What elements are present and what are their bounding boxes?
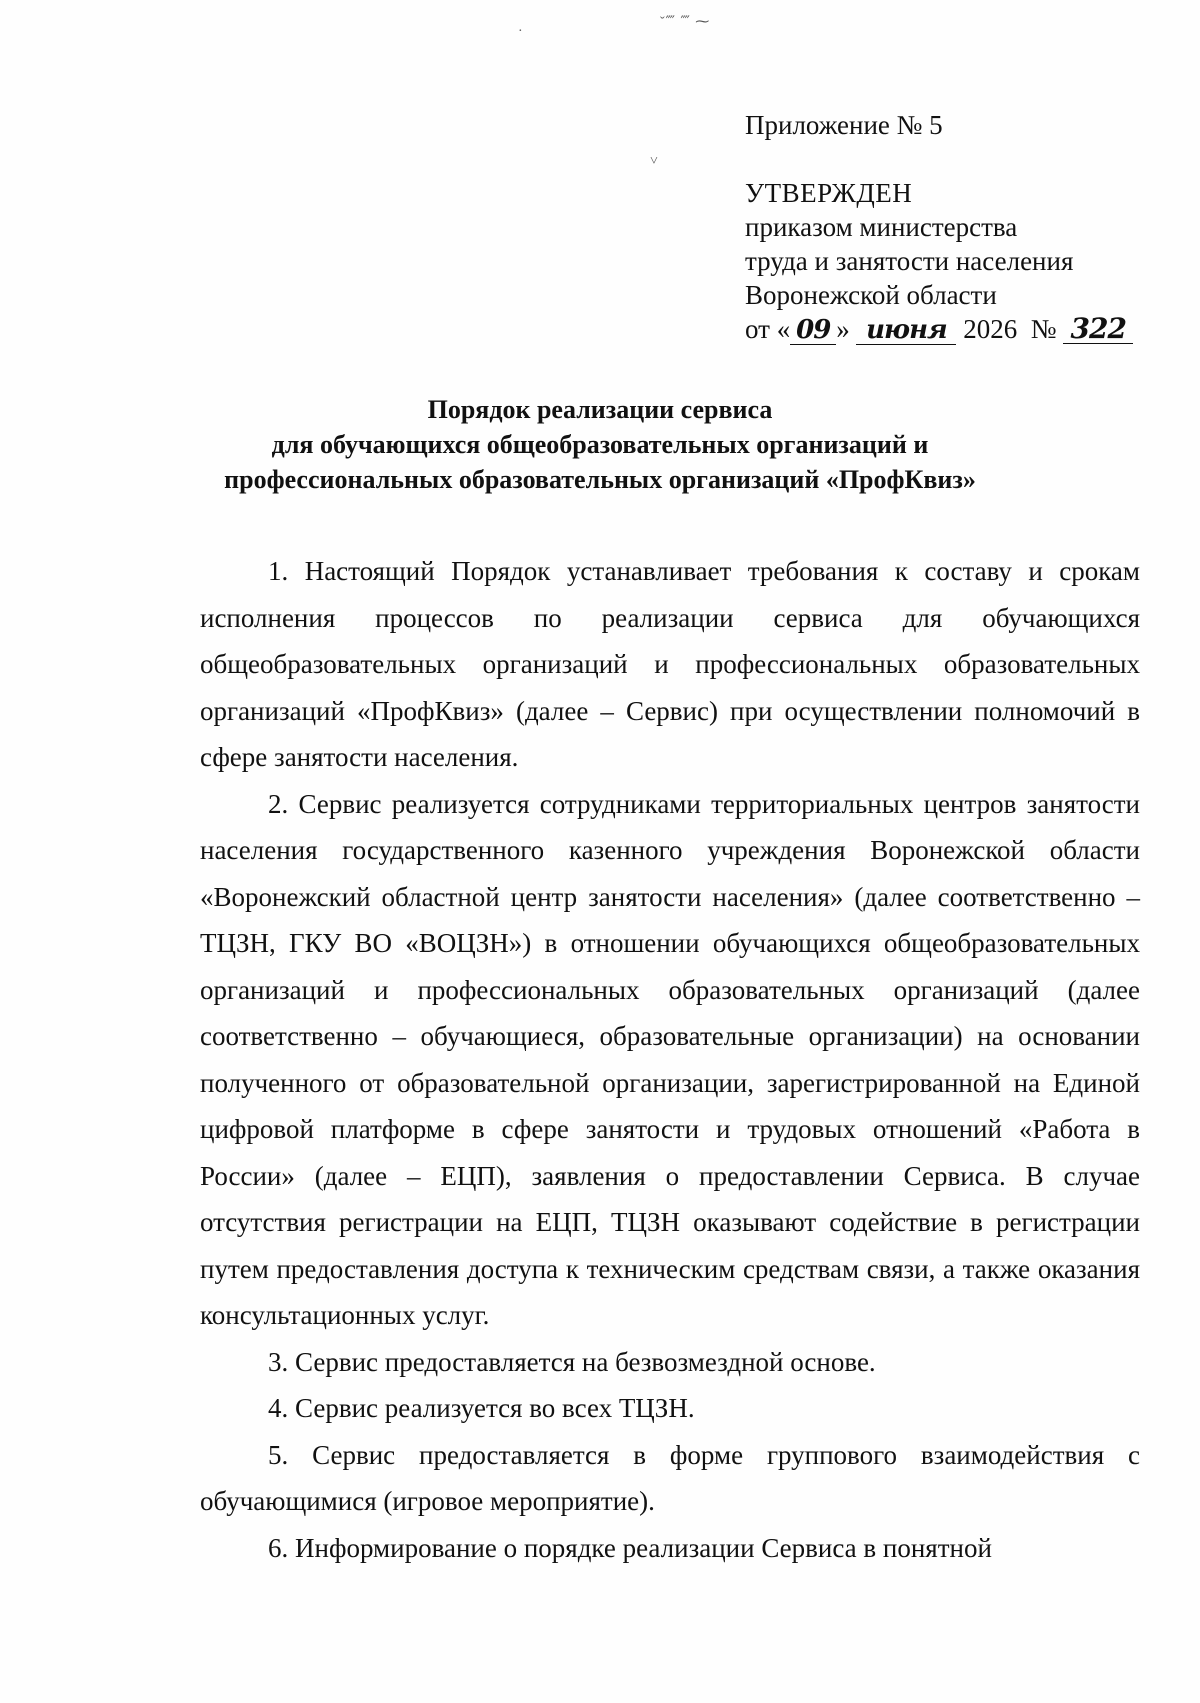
paragraph-5: 5. Сервис предоставляется в форме группового взаимодействия с обучающимися (игровое мероприятие). — [200, 1439, 1140, 1516]
approval-line-3: Воронежской области — [745, 280, 997, 310]
paragraph-6: 6. Информирование о порядке реализации Сервиса в понятной — [268, 1532, 992, 1563]
document-body — [200, 548, 1140, 1571]
approved-heading: УТВЕРЖДЕН — [745, 178, 913, 208]
date-mid: » — [836, 314, 850, 344]
scan-artifact-mark: ˇ⁗ ⁗ ⁓ — [660, 15, 711, 30]
paragraph-2: 2. Сервис реализуется сотрудниками территориальных центров занятости населения государственного казенного учреждения Воронежской области «Воронежский областной центр занятости населения» (далее соответственно – ТЦЗН, ГКУ ВО «ВОЦЗН») в отношении обучающихся общеобразовательных организаций и профессиональных образовательных организаций (далее соответственно – обучающиеся, образовательные организации) на основании полученного от образовательной организации, зарегистрированной на Единой цифровой платформе в сфере занятости и трудовых отношений «Работа в России» (далее – ЕЦП), заявления о предоставлении Сервиса. В случае отсутствия регистрации на ЕЦП, ТЦЗН оказывают содействие в регистрации путем предоставления доступа к техническим средствам связи, а также оказания консультационных услуг. — [200, 788, 1140, 1330]
date-prefix: от « — [745, 314, 791, 344]
handwritten-month: июня — [856, 316, 956, 345]
handwritten-day: 09 — [790, 316, 836, 345]
approval-line-2: труда и занятости населения — [745, 246, 1074, 276]
document-title — [150, 392, 1050, 497]
paragraph-4: 4. Сервис реализуется во всех ТЦЗН. — [268, 1393, 695, 1423]
title-line-3: профессиональных образовательных организаций «ПрофКвиз» — [224, 465, 976, 494]
approval-line-1: приказом министерства — [745, 212, 1018, 242]
title-line-1: Порядок реализации сервиса — [427, 395, 773, 424]
scan-artifact-small: ˅ — [650, 154, 659, 169]
handwritten-order-number: 322 — [1063, 315, 1133, 344]
order-date-line — [745, 312, 1165, 346]
number-sign: № — [1030, 314, 1057, 344]
title-line-2: для обучающихся общеобразовательных организаций и — [271, 430, 929, 459]
approval-stamp-block — [745, 108, 1165, 346]
order-year: 2026 — [963, 314, 1018, 344]
paragraph-3: 3. Сервис предоставляется на безвозмездной основе. — [268, 1346, 876, 1377]
annex-number: Приложение № 5 — [745, 110, 943, 140]
paragraph-1: 1. Настоящий Порядок устанавливает требования к составу и срокам исполнения процессов по реализации сервиса для обучающихся общеобразовательных организаций и профессиональных образовательных организаций «ПрофКвиз» (далее – Сервис) при осуществлении полномочий в сфере занятости населения. — [200, 556, 1140, 772]
scan-artifact-dot: · — [518, 24, 524, 39]
